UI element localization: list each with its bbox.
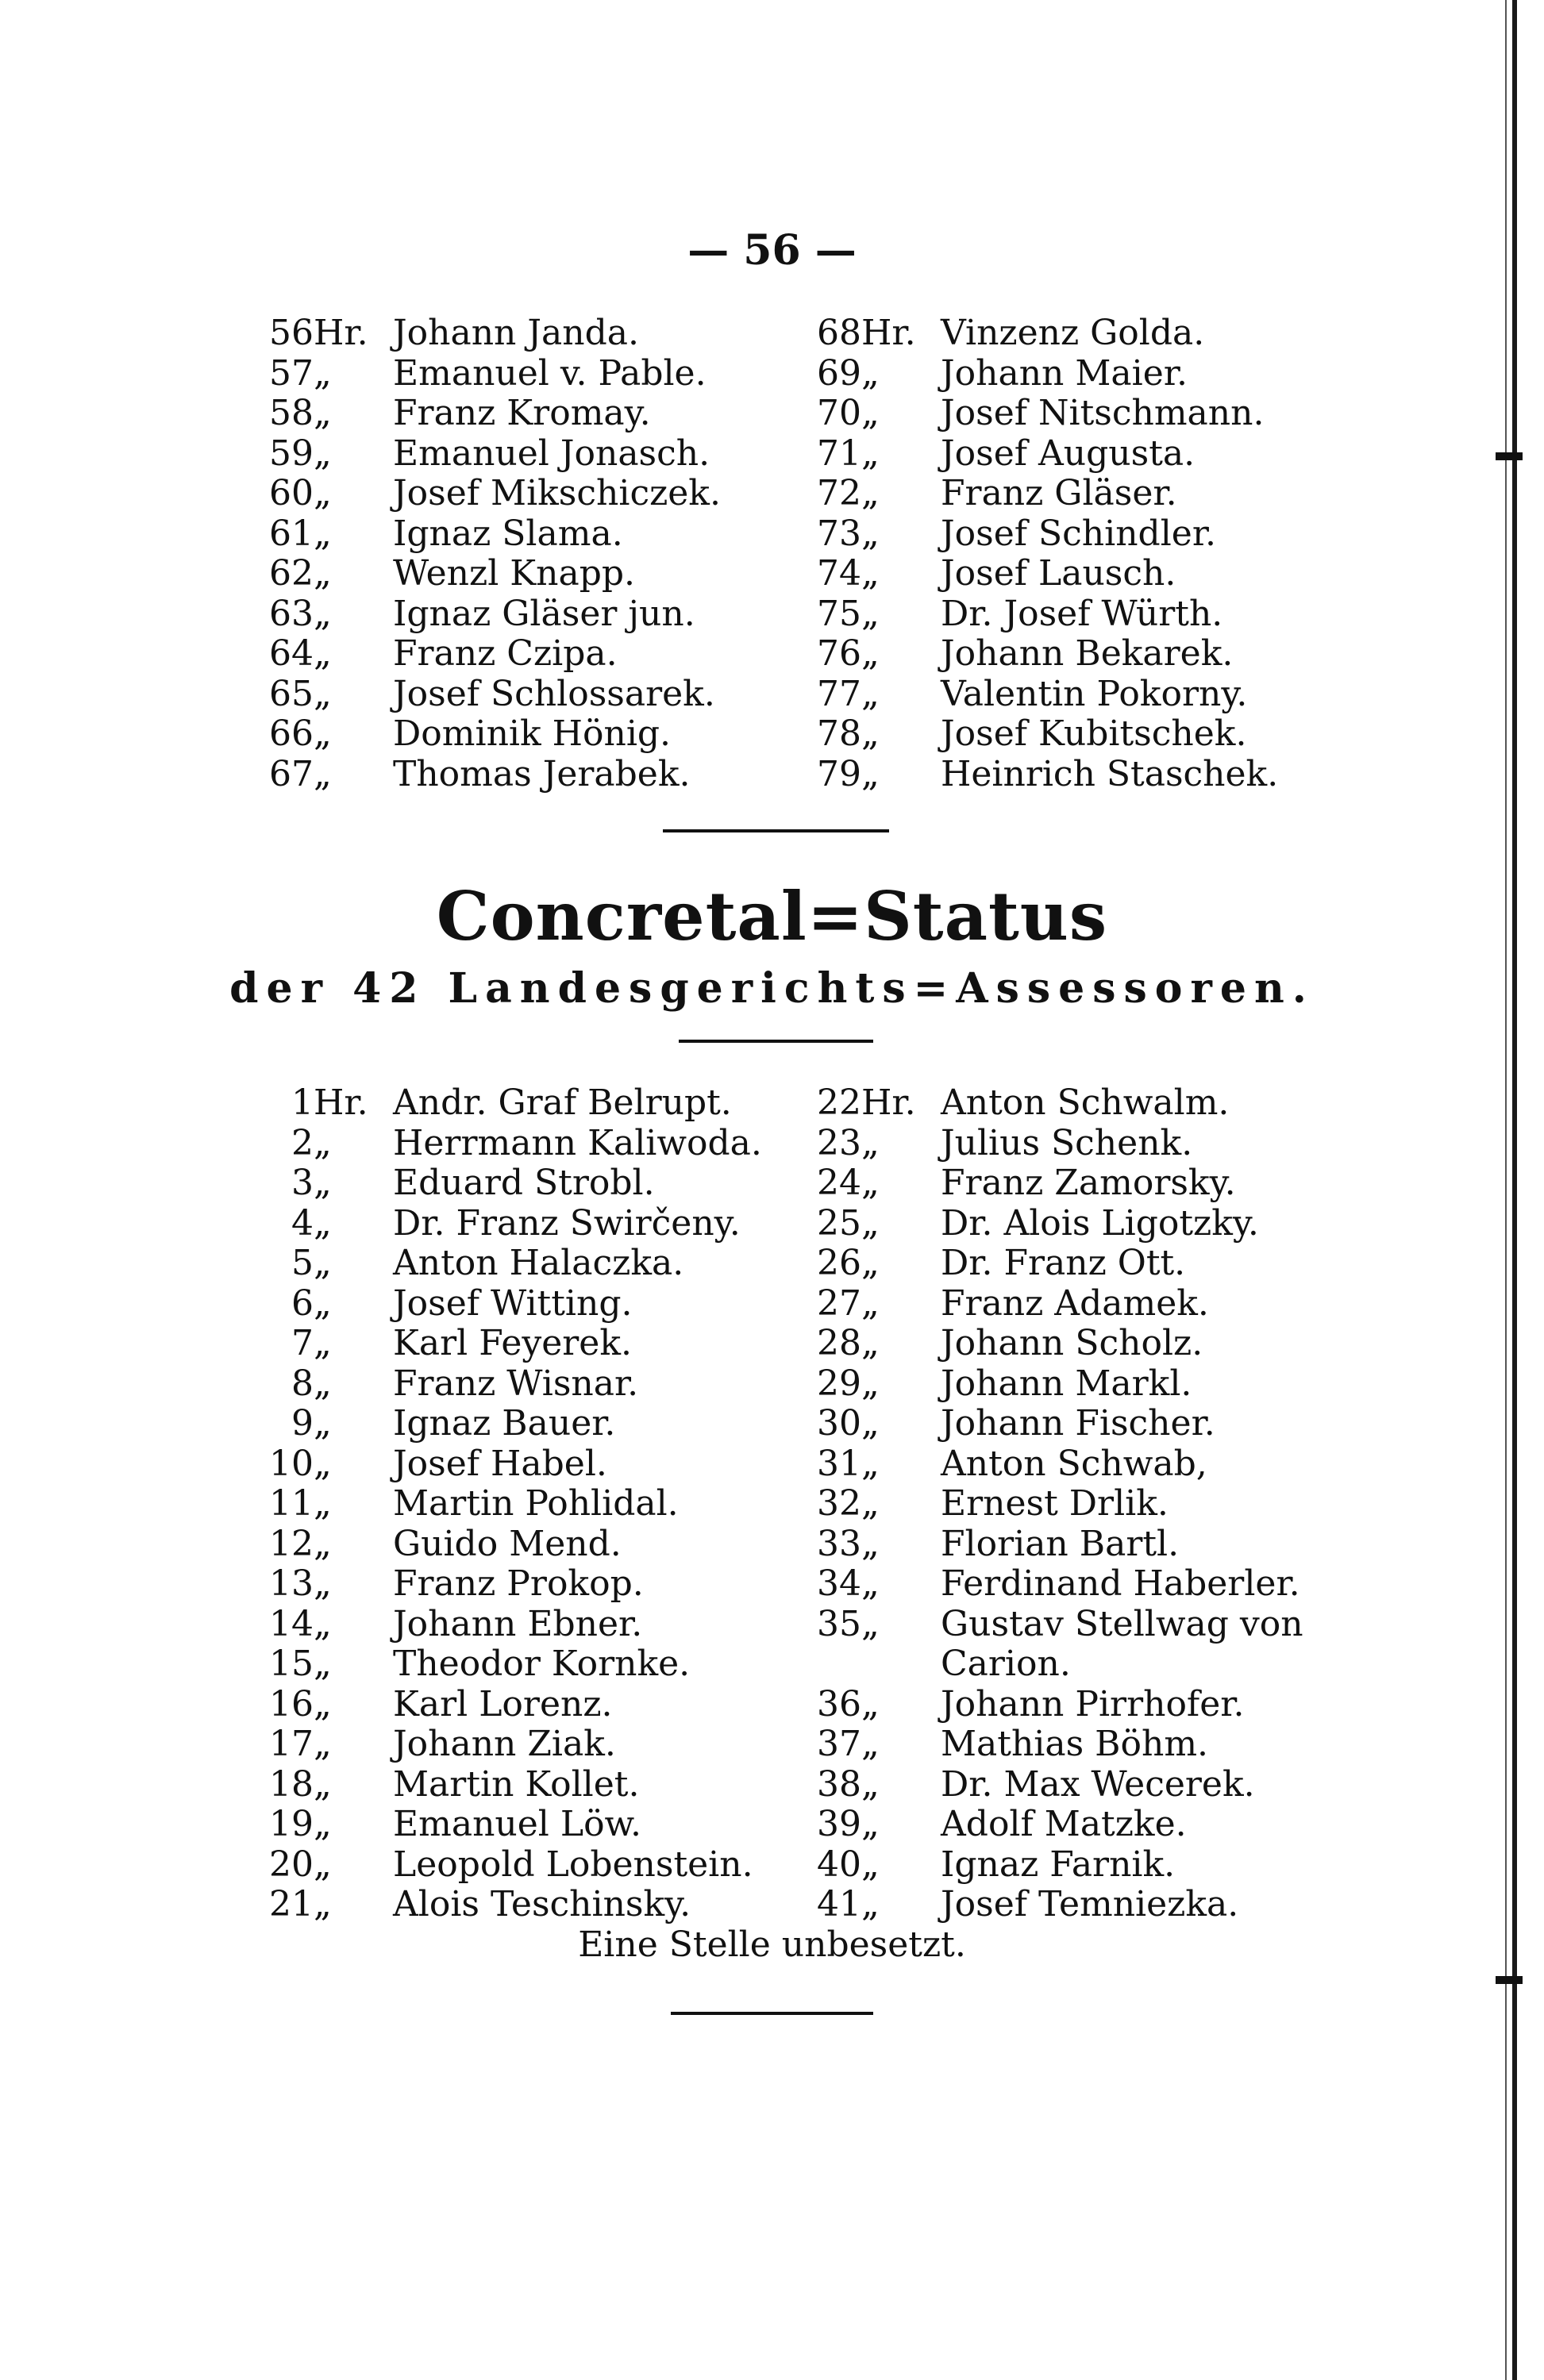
page-edge-shadow <box>1505 0 1507 2380</box>
entry-name: Gustav Stellwag von <box>941 1603 1303 1644</box>
entry-number: 35 <box>817 1603 861 1644</box>
divider-rule <box>671 2012 873 2015</box>
entry-name: Dominik Hönig. <box>393 713 672 754</box>
entry-title: „ <box>861 1403 880 1444</box>
entry-name: Dr. Franz Swirčeny. <box>393 1202 741 1244</box>
entry-name: Josef Schindler. <box>941 513 1217 554</box>
entry-title: „ <box>314 1644 332 1684</box>
entry-number: 78 <box>817 713 861 754</box>
entry-title: „ <box>314 393 332 433</box>
entry-name: Johann Pirrhofer. <box>941 1683 1245 1724</box>
entry-title: „ <box>861 352 880 394</box>
entry-name: Ignaz Bauer. <box>393 1403 616 1444</box>
entry-number: 73 <box>817 513 861 554</box>
entry-name: Wenzl Knapp. <box>393 553 636 594</box>
entry-number: 1 <box>291 1082 314 1123</box>
entry-title: „ <box>314 753 332 794</box>
entry-title: „ <box>314 713 332 754</box>
entry-name: Franz Wisnar. <box>393 1363 639 1404</box>
entry-title: „ <box>861 713 880 754</box>
entry-title: „ <box>314 1282 332 1324</box>
entry-name: Josef Schlossarek. <box>393 673 715 714</box>
entry-title: „ <box>861 1683 880 1724</box>
entry-number: 69 <box>817 352 861 394</box>
entry-number: 26 <box>817 1243 861 1283</box>
entry-name: Heinrich Staschek. <box>941 753 1279 794</box>
entry-title: „ <box>861 593 880 634</box>
entry-name: Josef Lausch. <box>941 553 1176 594</box>
entry-name: Martin Pohlidal. <box>393 1483 679 1524</box>
entry-name: Josef Witting. <box>393 1282 633 1324</box>
entry-title: „ <box>861 1443 880 1484</box>
entry-title: „ <box>861 1844 880 1885</box>
entry-number: 15 <box>269 1644 314 1684</box>
footnote: Eine Stelle unbesetzt. <box>578 1924 966 1965</box>
entry-number: 30 <box>817 1403 861 1444</box>
entry-name: Johann Maier. <box>941 352 1188 394</box>
entry-number: 74 <box>817 553 861 594</box>
entry-number: 25 <box>817 1202 861 1244</box>
entry-number: 41 <box>817 1884 861 1924</box>
entry-number: 36 <box>817 1683 861 1724</box>
entry-number: 58 <box>269 393 314 433</box>
entry-title: „ <box>314 1523 332 1564</box>
entry-number: 3 <box>291 1163 314 1203</box>
entry-title: Hr. <box>861 1082 916 1123</box>
entry-number: 38 <box>817 1763 861 1805</box>
entry-number: 77 <box>817 673 861 714</box>
entry-title: „ <box>861 553 880 594</box>
entry-title: „ <box>314 1202 332 1244</box>
entry-number: 5 <box>291 1243 314 1283</box>
entry-title: „ <box>861 1603 880 1644</box>
entry-number: 31 <box>817 1443 861 1484</box>
entry-title: „ <box>314 1683 332 1724</box>
section-subheading: der 42 Landesgerichts=Assessoren. <box>229 964 1315 1013</box>
entry-number: 60 <box>269 473 314 513</box>
entry-number: 56 <box>269 313 314 353</box>
entry-name: Dr. Max Wecerek. <box>941 1763 1255 1805</box>
entry-name: Franz Prokop. <box>393 1563 644 1604</box>
entry-title: „ <box>861 1202 880 1244</box>
entry-number: 79 <box>817 753 861 794</box>
entry-title: „ <box>314 1724 332 1764</box>
entry-name: Ignaz Slama. <box>393 513 623 554</box>
entry-title: „ <box>314 352 332 394</box>
entry-name: Theodor Kornke. <box>393 1644 691 1684</box>
entry-name: Johann Fischer. <box>941 1403 1215 1444</box>
entry-name: Ferdinand Haberler. <box>941 1563 1300 1604</box>
page-edge <box>1512 0 1517 2380</box>
entry-number: 32 <box>817 1483 861 1524</box>
entry-number: 66 <box>269 713 314 754</box>
entry-name: Thomas Jerabek. <box>393 753 691 794</box>
entry-name: Josef Mikschiczek. <box>393 473 721 513</box>
entry-title: „ <box>861 1243 880 1283</box>
entry-number: 57 <box>269 352 314 394</box>
entry-title: „ <box>861 1884 880 1924</box>
entry-title: „ <box>314 1363 332 1404</box>
entry-number: 22 <box>817 1082 861 1123</box>
entry-title: „ <box>861 433 880 474</box>
entry-title: „ <box>861 1163 880 1203</box>
entry-number: 64 <box>269 633 314 674</box>
entry-number: 70 <box>817 393 861 433</box>
entry-name: Carion. <box>941 1644 1071 1684</box>
entry-name: Franz Gläser. <box>941 473 1177 513</box>
entry-name: Anton Halaczka. <box>393 1243 684 1283</box>
entry-title: „ <box>314 1443 332 1484</box>
entry-title: „ <box>314 553 332 594</box>
entry-title: „ <box>861 513 880 554</box>
entry-name: Franz Kromay. <box>393 393 651 433</box>
entry-name: Dr. Josef Würth. <box>941 593 1223 634</box>
entry-name: Josef Habel. <box>393 1443 607 1484</box>
entry-name: Emanuel v. Pable. <box>393 352 707 394</box>
entry-name: Eduard Strobl. <box>393 1163 655 1203</box>
entry-name: Josef Augusta. <box>941 433 1196 474</box>
entry-name: Valentin Pokorny. <box>941 673 1248 714</box>
entry-name: Leopold Lobenstein. <box>393 1844 753 1885</box>
entry-number: 4 <box>291 1202 314 1244</box>
entry-name: Dr. Alois Ligotzky. <box>941 1202 1259 1244</box>
entry-number: 61 <box>269 513 314 554</box>
entry-title: „ <box>314 433 332 474</box>
entry-number: 65 <box>269 673 314 714</box>
divider-rule <box>679 1040 873 1043</box>
entry-title: „ <box>314 1884 332 1924</box>
edge-mark <box>1496 452 1523 460</box>
entry-title: Hr. <box>314 313 368 353</box>
entry-number: 23 <box>817 1122 861 1163</box>
entry-title: „ <box>314 633 332 674</box>
entry-number: 16 <box>269 1683 314 1724</box>
entry-name: Franz Adamek. <box>941 1282 1209 1324</box>
entry-title: „ <box>861 473 880 513</box>
entry-name: Johann Janda. <box>393 313 639 353</box>
entry-number: 6 <box>291 1282 314 1324</box>
entry-number: 62 <box>269 553 314 594</box>
entry-number: 18 <box>269 1763 314 1805</box>
entry-title: „ <box>314 1403 332 1444</box>
entry-title: „ <box>314 473 332 513</box>
entry-title: „ <box>861 393 880 433</box>
entry-title: Hr. <box>314 1082 368 1123</box>
entry-name: Julius Schenk. <box>941 1122 1193 1163</box>
entry-title: „ <box>861 1282 880 1324</box>
entry-number: 10 <box>269 1443 314 1484</box>
entry-name: Emanuel Löw. <box>393 1804 641 1844</box>
entry-number: 71 <box>817 433 861 474</box>
entry-title: „ <box>314 1122 332 1163</box>
entry-number: 8 <box>291 1363 314 1404</box>
entry-number: 39 <box>817 1804 861 1844</box>
entry-number: 33 <box>817 1523 861 1564</box>
entry-number: 12 <box>269 1523 314 1564</box>
entry-title: „ <box>314 1163 332 1203</box>
entry-number: 27 <box>817 1282 861 1324</box>
entry-number: 68 <box>817 313 861 353</box>
entry-number: 9 <box>291 1403 314 1444</box>
entry-name: Ernest Drlik. <box>941 1483 1169 1524</box>
section-heading: Concretal=Status <box>436 877 1108 955</box>
entry-title: „ <box>861 673 880 714</box>
entry-title: „ <box>861 1323 880 1363</box>
entry-number: 34 <box>817 1563 861 1604</box>
entry-title: „ <box>314 593 332 634</box>
entry-name: Florian Bartl. <box>941 1523 1180 1564</box>
entry-title: „ <box>314 1804 332 1844</box>
entry-name: Vinzenz Golda. <box>941 313 1205 353</box>
entry-title: „ <box>314 1483 332 1524</box>
entry-number: 72 <box>817 473 861 513</box>
entry-name: Alois Teschinsky. <box>393 1884 691 1924</box>
entry-title: „ <box>861 753 880 794</box>
entry-name: Mathias Böhm. <box>941 1724 1209 1764</box>
entry-name: Martin Kollet. <box>393 1763 640 1805</box>
entry-name: Johann Scholz. <box>941 1323 1203 1363</box>
entry-title: „ <box>314 1563 332 1604</box>
entry-title: „ <box>861 1523 880 1564</box>
entry-name: Johann Ebner. <box>393 1603 643 1644</box>
entry-title: „ <box>861 1724 880 1764</box>
entry-number: 7 <box>291 1323 314 1363</box>
entry-name: Ignaz Gläser jun. <box>393 593 695 634</box>
entry-title: „ <box>861 1363 880 1404</box>
entry-number: 29 <box>817 1363 861 1404</box>
entry-name: Karl Lorenz. <box>393 1683 613 1724</box>
entry-number: 20 <box>269 1844 314 1885</box>
entry-name: Karl Feyerek. <box>393 1323 632 1363</box>
entry-title: „ <box>314 673 332 714</box>
entry-name: Josef Temniezka. <box>941 1884 1239 1924</box>
entry-number: 75 <box>817 593 861 634</box>
entry-name: Andr. Graf Belrupt. <box>393 1082 732 1123</box>
entry-number: 67 <box>269 753 314 794</box>
entry-title: „ <box>314 513 332 554</box>
edge-mark <box>1496 1976 1523 1984</box>
entry-name: Johann Markl. <box>941 1363 1192 1404</box>
entry-number: 21 <box>269 1884 314 1924</box>
entry-title: „ <box>314 1844 332 1885</box>
entry-number: 11 <box>269 1483 314 1524</box>
entry-number: 24 <box>817 1163 861 1203</box>
entry-number: 14 <box>269 1603 314 1644</box>
entry-name: Anton Schwab, <box>941 1443 1207 1484</box>
entry-number: 2 <box>291 1122 314 1163</box>
entry-title: „ <box>314 1323 332 1363</box>
entry-name: Adolf Matzke. <box>941 1804 1187 1844</box>
entry-number: 28 <box>817 1323 861 1363</box>
entry-name: Josef Kubitschek. <box>941 713 1247 754</box>
divider-rule <box>663 829 889 832</box>
entry-name: Franz Czipa. <box>393 633 618 674</box>
entry-name: Dr. Franz Ott. <box>941 1243 1186 1283</box>
entry-title: „ <box>861 1563 880 1604</box>
entry-number: 40 <box>817 1844 861 1885</box>
entry-name: Emanuel Jonasch. <box>393 433 710 474</box>
entry-name: Ignaz Farnik. <box>941 1844 1176 1885</box>
entry-name: Johann Bekarek. <box>941 633 1234 674</box>
entry-title: „ <box>861 1122 880 1163</box>
entry-title: „ <box>314 1603 332 1644</box>
entry-name: Josef Nitschmann. <box>941 393 1265 433</box>
entry-title: „ <box>314 1763 332 1805</box>
entry-name: Franz Zamorsky. <box>941 1163 1236 1203</box>
entry-name: Anton Schwalm. <box>941 1082 1230 1123</box>
entry-title: „ <box>314 1243 332 1283</box>
entry-name: Johann Ziak. <box>393 1724 616 1764</box>
entry-number: 59 <box>269 433 314 474</box>
entry-name: Herrmann Kaliwoda. <box>393 1122 762 1163</box>
entry-number: 37 <box>817 1724 861 1764</box>
entry-title: Hr. <box>861 313 916 353</box>
entry-number: 19 <box>269 1804 314 1844</box>
entry-number: 17 <box>269 1724 314 1764</box>
entry-title: „ <box>861 1483 880 1524</box>
entry-number: 63 <box>269 593 314 634</box>
entry-title: „ <box>861 1804 880 1844</box>
entry-number: 13 <box>269 1563 314 1604</box>
entry-name: Guido Mend. <box>393 1523 622 1564</box>
entry-number: 76 <box>817 633 861 674</box>
entry-title: „ <box>861 633 880 674</box>
entry-title: „ <box>861 1763 880 1805</box>
page-number: — 56 — <box>687 226 857 275</box>
